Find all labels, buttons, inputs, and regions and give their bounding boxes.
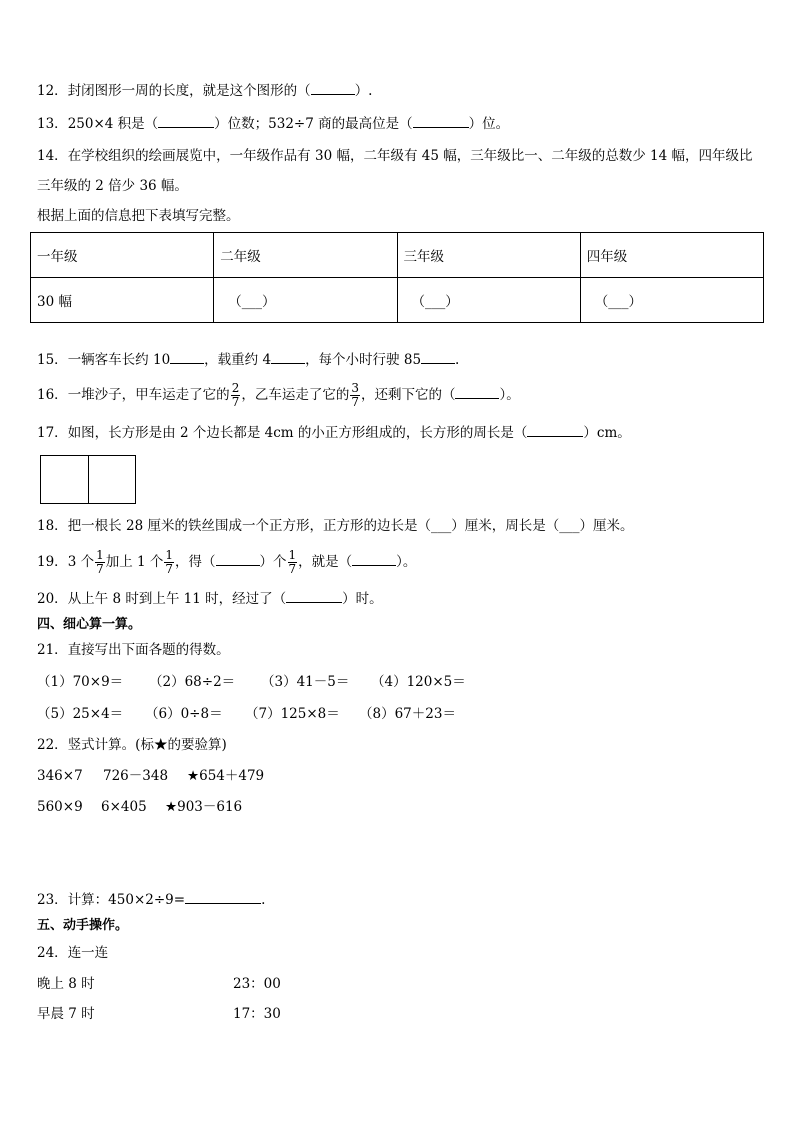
fraction-numerator: 3 bbox=[351, 381, 359, 395]
question-text: ）个 bbox=[259, 554, 287, 570]
question-number: 21． bbox=[37, 642, 68, 658]
fraction-3-7 bbox=[350, 382, 360, 409]
fraction-2-7 bbox=[231, 382, 241, 409]
question-text: 一辆客车长约 10 bbox=[67, 352, 171, 368]
answer-blank[interactable] bbox=[527, 424, 583, 437]
table-row bbox=[31, 278, 764, 323]
question-text: ，每个小时行驶 85 bbox=[305, 352, 422, 368]
question-19 bbox=[37, 546, 416, 578]
fraction-denominator: 7 bbox=[96, 562, 104, 576]
question-text: 直接写出下面各题的得数。 bbox=[67, 642, 230, 658]
table-header-cell: 二年级 bbox=[214, 233, 397, 278]
question-22 bbox=[37, 735, 227, 755]
rectangle-figure bbox=[40, 455, 136, 504]
answer-blank[interactable] bbox=[413, 115, 469, 128]
grade-artwork-table bbox=[30, 232, 764, 323]
question-number: 20． bbox=[37, 591, 68, 607]
question-text: ）。 bbox=[499, 387, 520, 403]
table-cell-blank[interactable]: （___） bbox=[397, 278, 580, 323]
answer-blank[interactable] bbox=[421, 351, 455, 364]
fraction-denominator: 7 bbox=[288, 562, 297, 576]
question-number: 12． bbox=[37, 83, 68, 99]
table-header-row bbox=[31, 233, 764, 278]
question-14-line2: 三年级的 2 倍少 36 幅。 bbox=[37, 178, 188, 194]
calc-item: 346×7 bbox=[37, 768, 83, 784]
question-text: 竖式计算。(标★的要验算) bbox=[67, 737, 227, 753]
question-number: 17． bbox=[37, 425, 68, 441]
q21-row2 bbox=[37, 704, 456, 724]
fraction-numerator: 1 bbox=[96, 548, 104, 562]
table-cell-blank[interactable]: （___） bbox=[214, 278, 397, 323]
answer-blank[interactable] bbox=[271, 351, 305, 364]
divider-line bbox=[88, 456, 89, 503]
question-18 bbox=[37, 516, 633, 536]
question-text-end: . bbox=[455, 352, 460, 368]
fraction-1-7 bbox=[288, 549, 298, 576]
match-left-item[interactable]: 晚上 8 时 bbox=[37, 976, 95, 992]
question-21 bbox=[37, 640, 230, 660]
math-item: （2）68÷2＝ bbox=[149, 674, 236, 690]
calc-item: ★903－616 bbox=[165, 799, 243, 815]
q21-row1 bbox=[37, 672, 466, 692]
match-right-item[interactable]: 17：30 bbox=[233, 1006, 281, 1022]
question-15 bbox=[37, 350, 459, 370]
fraction-numerator: 2 bbox=[231, 381, 240, 395]
fraction-numerator: 1 bbox=[288, 548, 297, 562]
answer-blank[interactable] bbox=[311, 82, 355, 95]
match-left-item[interactable]: 早晨 7 时 bbox=[37, 1006, 95, 1022]
answer-blank[interactable] bbox=[455, 386, 499, 399]
fraction-1-7 bbox=[164, 549, 174, 576]
question-text: ）。 bbox=[396, 554, 417, 570]
question-text: ，就是（ bbox=[298, 554, 353, 570]
math-item: （6）0÷8＝ bbox=[145, 706, 223, 722]
question-16 bbox=[37, 380, 520, 410]
math-item: （4）120×5＝ bbox=[371, 674, 466, 690]
answer-blank[interactable] bbox=[352, 553, 396, 566]
math-item: （8）67＋23＝ bbox=[359, 706, 456, 722]
question-number: 19． bbox=[37, 554, 68, 570]
question-number: 23． bbox=[37, 892, 68, 908]
question-23 bbox=[37, 890, 265, 910]
question-text: 一堆沙子，甲车运走了它的 bbox=[67, 387, 230, 403]
section-heading-4: 四、细心算一算。 bbox=[37, 617, 142, 632]
math-item: （5）25×4＝ bbox=[37, 706, 124, 722]
math-item: （3）41－5＝ bbox=[261, 674, 350, 690]
question-number: 24． bbox=[37, 945, 68, 961]
question-text: 在学校组织的绘画展览中，一年级作品有 30 幅，二年级有 45 幅，三年级比一、二年级的总数少 14 幅，四年级比 bbox=[67, 148, 753, 164]
answer-blank[interactable] bbox=[170, 351, 204, 364]
question-text: ，载重约 4 bbox=[204, 352, 272, 368]
question-text: 封闭图形一周的长度，就是这个图形的（ bbox=[67, 83, 311, 99]
question-number: 22． bbox=[37, 737, 68, 753]
question-text: ）时。 bbox=[342, 591, 383, 607]
question-text-end: . bbox=[261, 892, 266, 908]
question-text: 把一根长 28 厘米的铁丝围成一个正方形，正方形的边长是（___）厘米，周长是（___）厘米。 bbox=[67, 518, 634, 534]
match-right-item[interactable]: 23：00 bbox=[233, 976, 281, 992]
table-header-cell: 四年级 bbox=[580, 233, 763, 278]
question-13 bbox=[37, 114, 509, 134]
question-number: 14． bbox=[37, 148, 68, 164]
question-text: ）位。 bbox=[468, 116, 510, 132]
question-12 bbox=[37, 81, 372, 101]
fraction-1-7 bbox=[95, 549, 105, 576]
math-item: （1）70×9＝ bbox=[37, 674, 124, 690]
question-text: 如图，长方形是由 2 个边长都是 4cm 的小正方形组成的，长方形的周长是（ bbox=[67, 425, 528, 441]
question-text: ，还剩下它的（ bbox=[360, 387, 456, 403]
question-number: 15． bbox=[37, 352, 68, 368]
question-24 bbox=[37, 943, 108, 963]
answer-blank[interactable] bbox=[158, 115, 214, 128]
answer-blank[interactable] bbox=[286, 590, 342, 603]
question-text: ）cm。 bbox=[583, 425, 631, 441]
question-number: 13． bbox=[37, 116, 68, 132]
question-number: 18． bbox=[37, 518, 68, 534]
question-text: 250×4 积是（ bbox=[67, 116, 159, 132]
fraction-denominator: 7 bbox=[231, 395, 240, 409]
math-item: （7）125×8＝ bbox=[245, 706, 340, 722]
fraction-denominator: 7 bbox=[351, 395, 359, 409]
question-number: 16． bbox=[37, 387, 68, 403]
calc-item: 6×405 bbox=[101, 799, 147, 815]
calc-item: 560×9 bbox=[37, 799, 83, 815]
answer-blank[interactable] bbox=[216, 553, 260, 566]
fraction-numerator: 1 bbox=[165, 548, 174, 562]
table-cell: 30 幅 bbox=[31, 278, 214, 323]
table-cell-blank[interactable]: （___） bbox=[580, 278, 763, 323]
question-text: ）位数；532÷7 商的最高位是（ bbox=[214, 116, 413, 132]
table-header-cell: 一年级 bbox=[31, 233, 214, 278]
question-text: 3 个 bbox=[67, 554, 95, 570]
question-text: 连一连 bbox=[67, 945, 109, 961]
table-header-cell: 三年级 bbox=[397, 233, 580, 278]
question-14-line1 bbox=[37, 146, 752, 166]
question-text: ，得（ bbox=[175, 554, 216, 570]
fraction-denominator: 7 bbox=[165, 562, 174, 576]
calc-item: 726－348 bbox=[103, 768, 169, 784]
question-text-end: ）. bbox=[354, 83, 373, 99]
question-20 bbox=[37, 589, 383, 609]
q22-row2 bbox=[37, 797, 242, 817]
section-heading-5: 五、动手操作。 bbox=[37, 918, 129, 933]
question-text: 从上午 8 时到上午 11 时，经过了（ bbox=[67, 591, 287, 607]
question-text: ，乙车运走了它的 bbox=[241, 387, 350, 403]
q22-row1 bbox=[37, 766, 264, 786]
question-text: 加上 1 个 bbox=[105, 554, 164, 570]
question-17 bbox=[37, 423, 631, 443]
question-14-line3: 根据上面的信息把下表填写完整。 bbox=[37, 208, 240, 224]
calc-item: ★654＋479 bbox=[187, 768, 265, 784]
answer-blank[interactable] bbox=[185, 891, 261, 904]
question-text: 计算：450×2÷9= bbox=[67, 892, 186, 908]
